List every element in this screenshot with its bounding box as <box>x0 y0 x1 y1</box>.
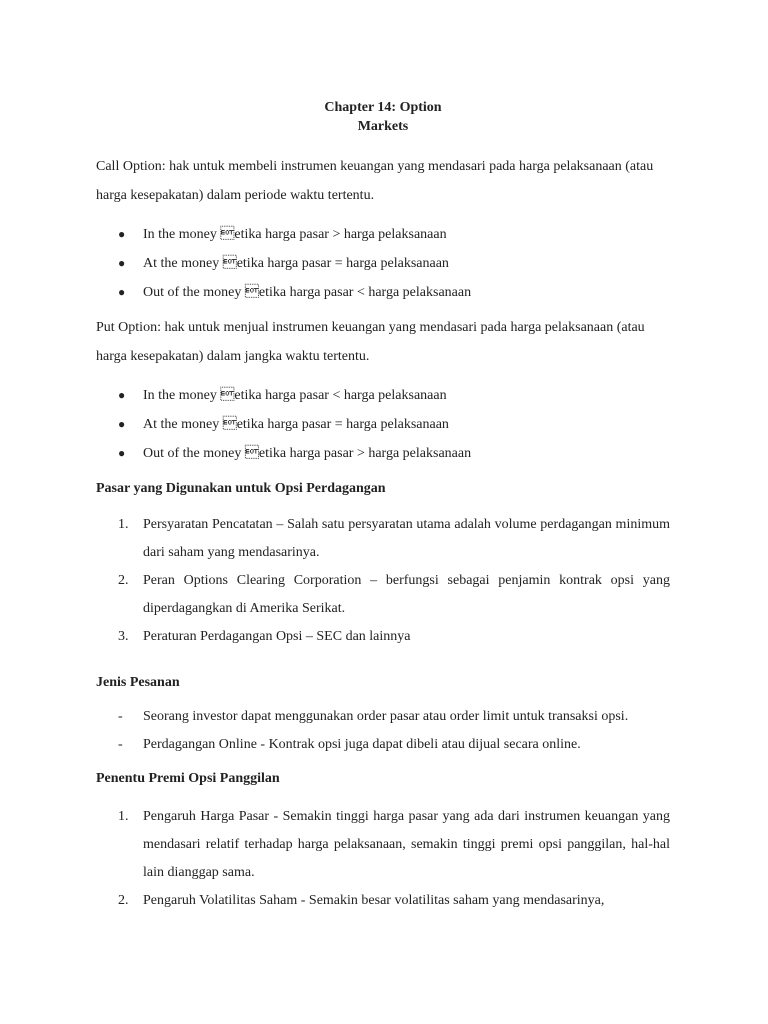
list-item: 1. Persyaratan Pencatatan – Salah satu persyaratan utama adalah volume perdagangan minimum dari saham yang mendasarinya. <box>118 517 670 560</box>
list-item: 2. Peran Options Clearing Corporation – berfungsi sebagai penjamin kontrak opsi yang diperdagangkan di Amerika Serikat. <box>118 573 670 616</box>
chapter-title-line-2: Markets <box>357 119 409 134</box>
list-item: 2. Pengaruh Volatilitas Saham - Semakin besar volatilitas saham yang mendasarinya, <box>118 893 605 908</box>
put-option-definition: Put Option: hak untuk menjual instrumen keuangan yang mendasari pada harga pelaksanaan (atau harga kesepakatan) dalam jangka waktu tertentu. <box>96 320 645 364</box>
bullet-icon: ● <box>118 285 126 299</box>
bullet-icon: ● <box>118 388 126 402</box>
premium-list <box>96 803 670 915</box>
orders-list <box>96 709 670 753</box>
list-item: ● In the money etika harga pasar < harga pelaksanaan <box>96 381 670 410</box>
section-heading-markets: Pasar yang Digunakan untuk Opsi Perdagangan <box>96 481 386 496</box>
list-item: ● Out of the money etika harga pasar < harga pelaksanaan <box>96 278 670 307</box>
list-item: ● At the money etika harga pasar = harga pelaksanaan <box>96 249 670 278</box>
list-item: ● At the money etika harga pasar = harga pelaksanaan <box>96 410 670 439</box>
call-option-definition: Call Option: hak untuk membeli instrumen keuangan yang mendasari pada harga pelaksanaan (atau harga kesepakatan) dalam periode waktu tertentu. <box>96 159 654 203</box>
list-item: - Perdagangan Online - Kontrak opsi juga dapat dibeli atau dijual secara online. <box>118 737 581 752</box>
list-item: - Seorang investor dapat menggunakan order pasar atau order limit untuk transaksi opsi. <box>118 709 629 724</box>
list-item: 3. Peraturan Perdagangan Opsi – SEC dan lainnya <box>118 629 411 644</box>
list-item: ● Out of the money etika harga pasar > harga pelaksanaan <box>96 439 670 468</box>
list-item: ● In the money etika harga pasar > harga pelaksanaan <box>96 220 670 249</box>
bullet-icon: ● <box>118 256 126 270</box>
section-heading-premium: Penentu Premi Opsi Panggilan <box>96 771 280 786</box>
bullet-icon: ● <box>118 227 126 241</box>
list-item: 1. Pengaruh Harga Pasar - Semakin tinggi harga pasar yang ada dari instrumen keuangan yang mendasari relatif terhadap harga pelaksanaan, semakin tinggi premi opsi panggilan, hal-hal lain dianggap sama. <box>118 809 670 880</box>
chapter-title-line-1: Chapter 14: Option <box>324 100 442 115</box>
bullet-icon: ● <box>118 417 126 431</box>
put-option-list <box>96 381 670 468</box>
section-heading-orders: Jenis Pesanan <box>96 675 180 690</box>
markets-list <box>96 511 670 651</box>
document-page <box>96 98 670 915</box>
bullet-icon: ● <box>118 446 126 460</box>
call-option-list <box>96 220 670 307</box>
